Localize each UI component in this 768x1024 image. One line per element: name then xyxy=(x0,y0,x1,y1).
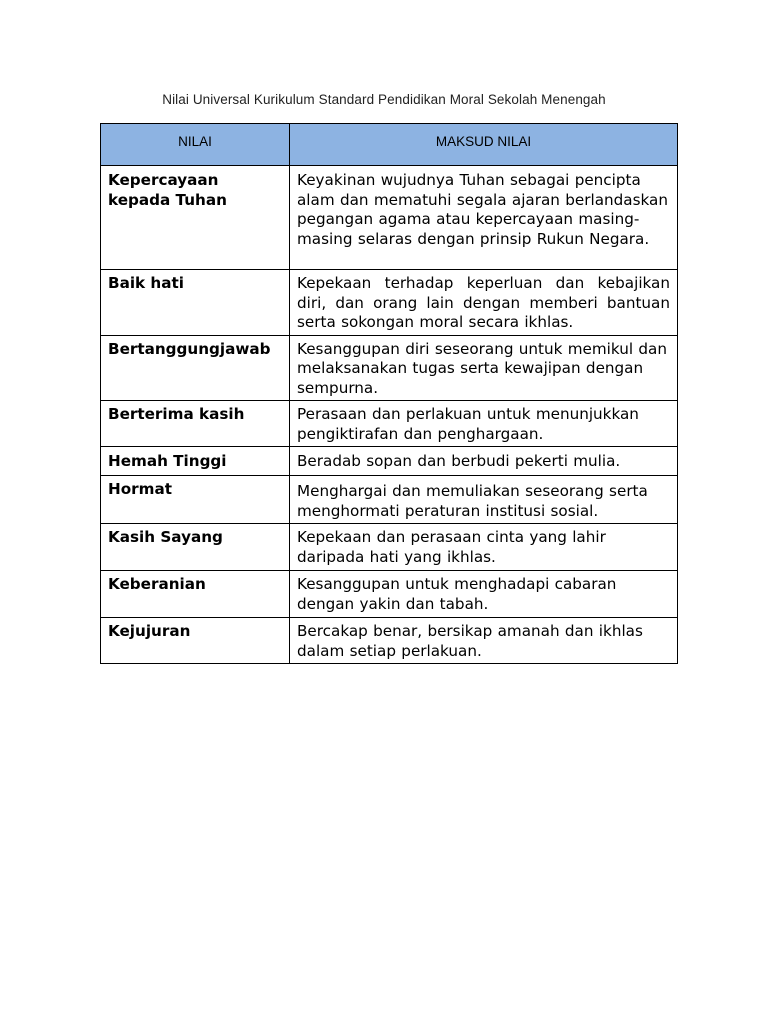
nilai-cell: Kejujuran xyxy=(101,618,290,664)
nilai-cell: Keberanian xyxy=(101,571,290,618)
column-header-maksud-nilai: MAKSUD NILAI xyxy=(290,124,678,166)
table-body xyxy=(101,166,678,664)
table-row xyxy=(101,166,678,270)
nilai-cell: Bertanggungjawab xyxy=(101,335,290,401)
table-row xyxy=(101,401,678,447)
maksud-cell: Beradab sopan dan berbudi pekerti mulia. xyxy=(290,447,678,476)
nilai-cell: Hemah Tinggi xyxy=(101,447,290,476)
maksud-cell: Kepekaan dan perasaan cinta yang lahir daripada hati yang ikhlas. xyxy=(290,524,678,571)
table-header-row xyxy=(101,124,678,166)
table-row xyxy=(101,270,678,336)
nilai-cell: Berterima kasih xyxy=(101,401,290,447)
maksud-cell: Perasaan dan perlakuan untuk menunjukkan pengiktirafan dan penghargaan. xyxy=(290,401,678,447)
maksud-cell: Kesanggupan diri seseorang untuk memikul dan melaksanakan tugas serta kewajipan dengan sempurna. xyxy=(290,335,678,401)
nilai-cell: Baik hati xyxy=(101,270,290,336)
maksud-cell: Bercakap benar, bersikap amanah dan ikhlas dalam setiap perlakuan. xyxy=(290,618,678,664)
table-row xyxy=(101,618,678,664)
maksud-cell: Kepekaan terhadap keperluan dan kebajikan diri, dan orang lain dengan memberi bantuan serta sokongan moral secara ikhlas. xyxy=(290,270,678,336)
values-table xyxy=(100,123,678,664)
column-header-nilai: NILAI xyxy=(101,124,290,166)
nilai-cell: Kasih Sayang xyxy=(101,524,290,571)
nilai-cell: Hormat xyxy=(101,476,290,524)
table-row xyxy=(101,335,678,401)
maksud-cell: Kesanggupan untuk menghadapi cabaran dengan yakin dan tabah. xyxy=(290,571,678,618)
maksud-cell: Keyakinan wujudnya Tuhan sebagai pencipta alam dan mematuhi segala ajaran berlandaskan pegangan agama atau kepercayaan masing-masing selaras dengan prinsip Rukun Negara. xyxy=(290,166,678,270)
table-row xyxy=(101,524,678,571)
table-row xyxy=(101,476,678,524)
table-row xyxy=(101,447,678,476)
nilai-cell: Kepercayaan kepada Tuhan xyxy=(101,166,290,270)
document-title: Nilai Universal Kurikulum Standard Pendidikan Moral Sekolah Menengah xyxy=(162,92,606,107)
maksud-cell: Menghargai dan memuliakan seseorang serta menghormati peraturan institusi sosial. xyxy=(290,476,678,524)
table-header xyxy=(101,124,678,166)
table-row xyxy=(101,571,678,618)
